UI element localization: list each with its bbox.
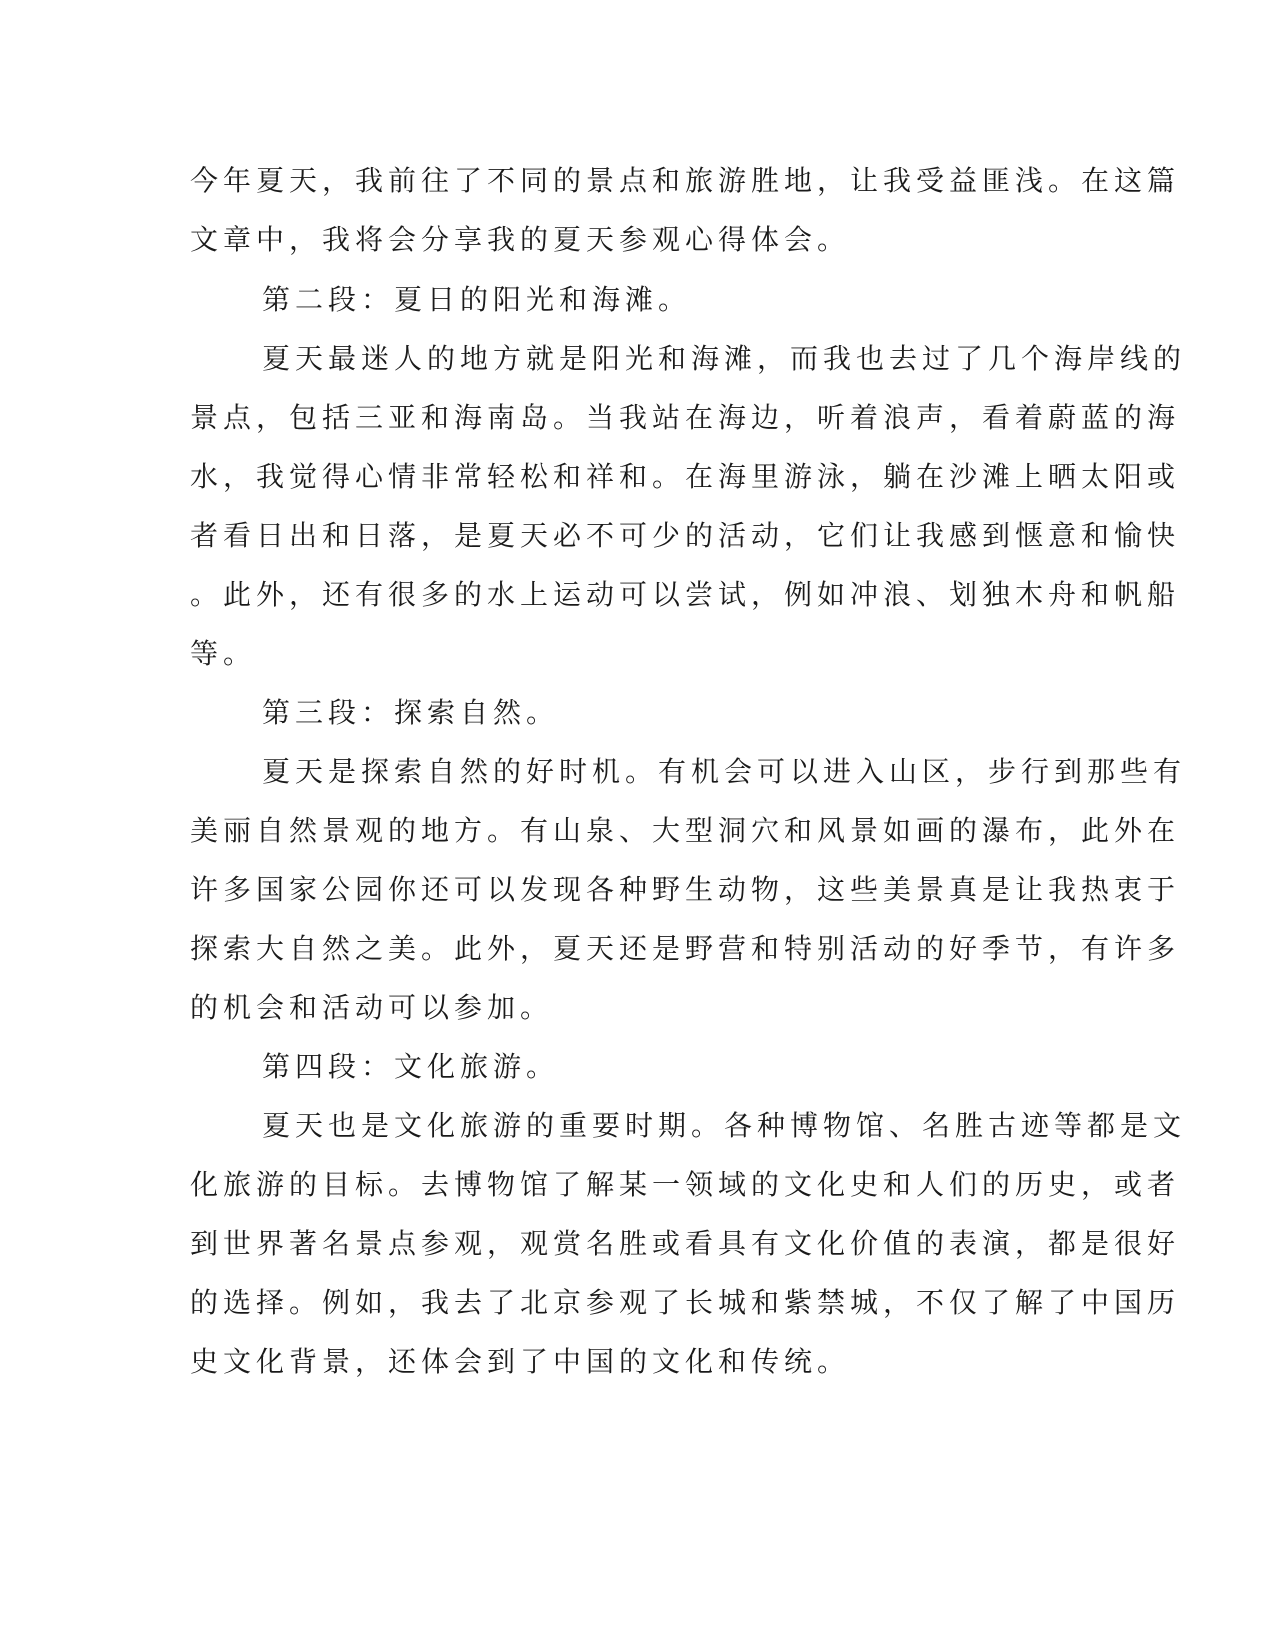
text-line: 史文化背景，还体会到了中国的文化和传统。 xyxy=(190,1345,851,1378)
text-line: 水，我觉得心情非常轻松和祥和。在海里游泳，躺在沙滩上晒太阳或 xyxy=(190,460,1181,493)
section-heading: 第二段：夏日的阳光和海滩。 xyxy=(262,283,692,316)
text-line: 化旅游的目标。去博物馆了解某一领域的文化史和人们的历史，或者 xyxy=(190,1168,1181,1201)
text-line: 文章中，我将会分享我的夏天参观心得体会。 xyxy=(190,223,851,256)
text-line: 今年夏天，我前往了不同的景点和旅游胜地，让我受益匪浅。在这篇 xyxy=(190,164,1181,197)
text-line: 者看日出和日落，是夏天必不可少的活动，它们让我感到惬意和愉快 xyxy=(190,519,1181,552)
text-line: 的选择。例如，我去了北京参观了长城和紫禁城，不仅了解了中国历 xyxy=(190,1286,1181,1319)
section-heading: 第四段：文化旅游。 xyxy=(262,1050,560,1083)
text-line: 。此外，还有很多的水上运动可以尝试，例如冲浪、划独木舟和帆船 xyxy=(190,578,1181,611)
text-line: 的机会和活动可以参加。 xyxy=(190,991,554,1024)
text-line: 等。 xyxy=(190,637,257,670)
text-line: 景点，包括三亚和海南岛。当我站在海边，听着浪声，看着蔚蓝的海 xyxy=(190,401,1181,434)
text-line: 到世界著名景点参观，观赏名胜或看具有文化价值的表演，都是很好 xyxy=(190,1227,1181,1260)
section-heading: 第三段：探索自然。 xyxy=(262,696,560,729)
text-line: 美丽自然景观的地方。有山泉、大型洞穴和风景如画的瀑布，此外在 xyxy=(190,814,1181,847)
text-line: 夏天也是文化旅游的重要时期。各种博物馆、名胜古迹等都是文 xyxy=(262,1109,1187,1142)
text-line: 夏天是探索自然的好时机。有机会可以进入山区，步行到那些有 xyxy=(262,755,1187,788)
text-line: 夏天最迷人的地方就是阳光和海滩，而我也去过了几个海岸线的 xyxy=(262,342,1187,375)
text-line: 探索大自然之美。此外，夏天还是野营和特别活动的好季节，有许多 xyxy=(190,932,1181,965)
text-line: 许多国家公园你还可以发现各种野生动物，这些美景真是让我热衷于 xyxy=(190,873,1181,906)
